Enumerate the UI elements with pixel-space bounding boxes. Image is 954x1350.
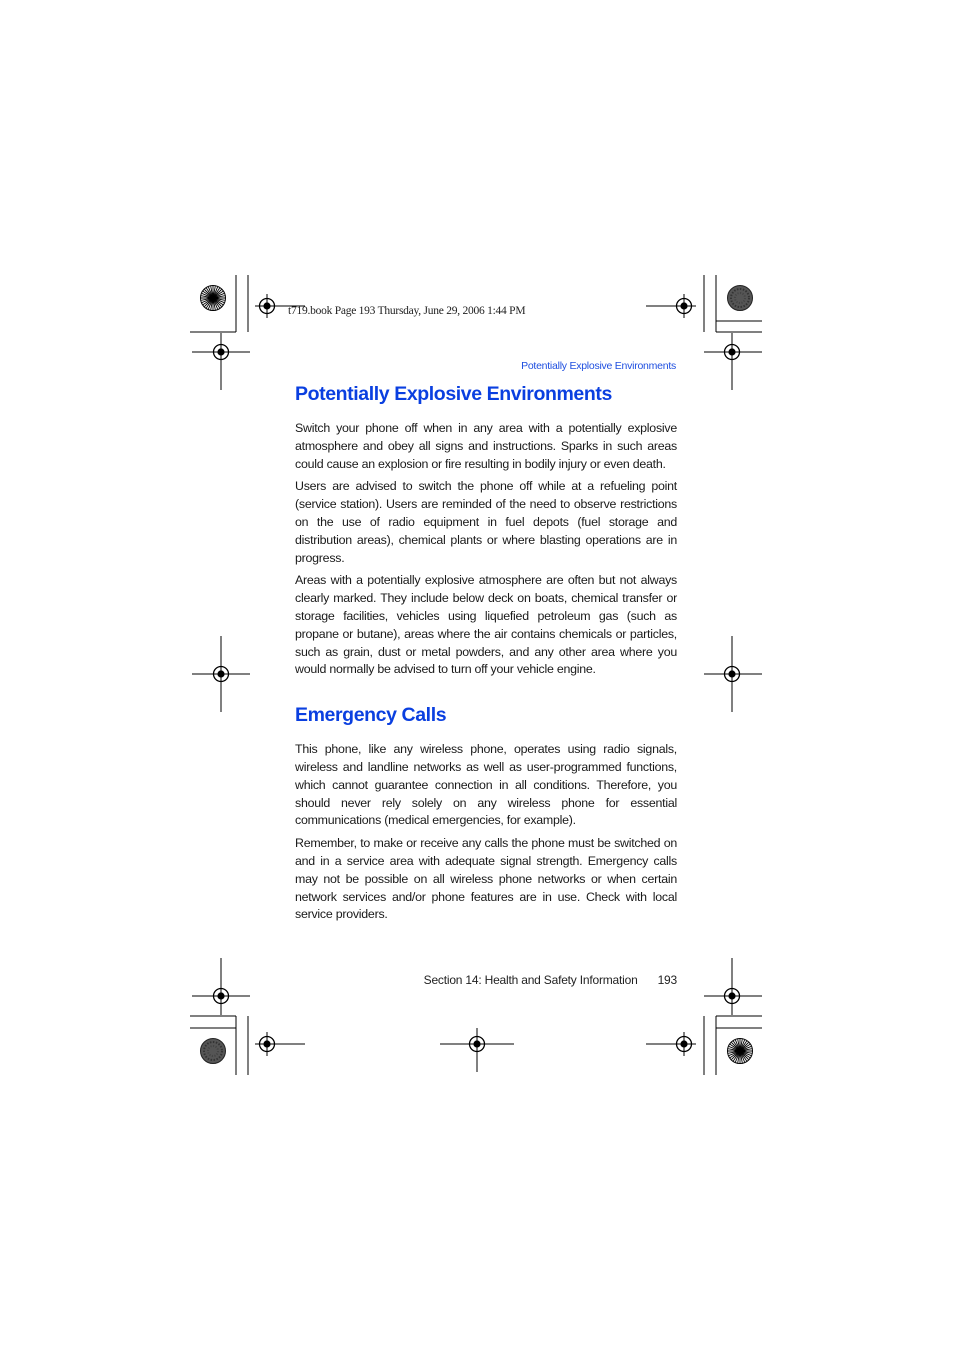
section-heading-emergency: Emergency Calls	[295, 704, 447, 727]
section-heading-explosive: Potentially Explosive Environments	[295, 383, 612, 405]
running-header: Potentially Explosive Environments	[521, 360, 676, 372]
paragraph: Remember, to make or receive any calls the phone must be switched on and in a service area with adequate signal strength. Emergency calls may not be possible on all wireless phone networks or when certain network services and/or phone features are in use. Check with local service providers.	[295, 836, 677, 922]
footer-section-label: Section 14: Health and Safety Information	[423, 973, 638, 987]
paragraph: Areas with a potentially explosive atmosphere are often but not always clearly marked. They include below deck on boats, chemical transfer or storage facilities, vehicles using liquefied petroleum gas (such as propane or butane), areas where the air contains chemicals or particles, such as grain, dust or metal powders, and any other area where you would normally be advised to turn off your vehicle engine.	[295, 573, 677, 677]
page-footer	[424, 972, 677, 990]
page-content	[295, 380, 677, 929]
paragraph: This phone, like any wireless phone, operates using radio signals, wireless and landline networks as well as user-programmed functions, which cannot guarantee connection in all conditions. Therefore, you should never rely solely on any wireless phone for essential communications (medical emergencies, for example).	[295, 742, 677, 828]
paragraph: Switch your phone off when in any area with a potentially explosive atmosphere and obey all signs and instructions. Sparks in such areas could cause an explosion or fire resulting in bodily injury or even death.	[295, 421, 677, 471]
paragraph: Users are advised to switch the phone off while at a refueling point (service station). Users are reminded of the need to observe restrictions on the use of radio equipment in fuel depots (fuel storage and distribution areas), chemical plants or where blasting operations are in progress.	[295, 479, 677, 565]
print-slug-line: t719.book Page 193 Thursday, June 29, 2006 1:44 PM	[288, 305, 526, 317]
page-number: 193	[657, 973, 677, 987]
